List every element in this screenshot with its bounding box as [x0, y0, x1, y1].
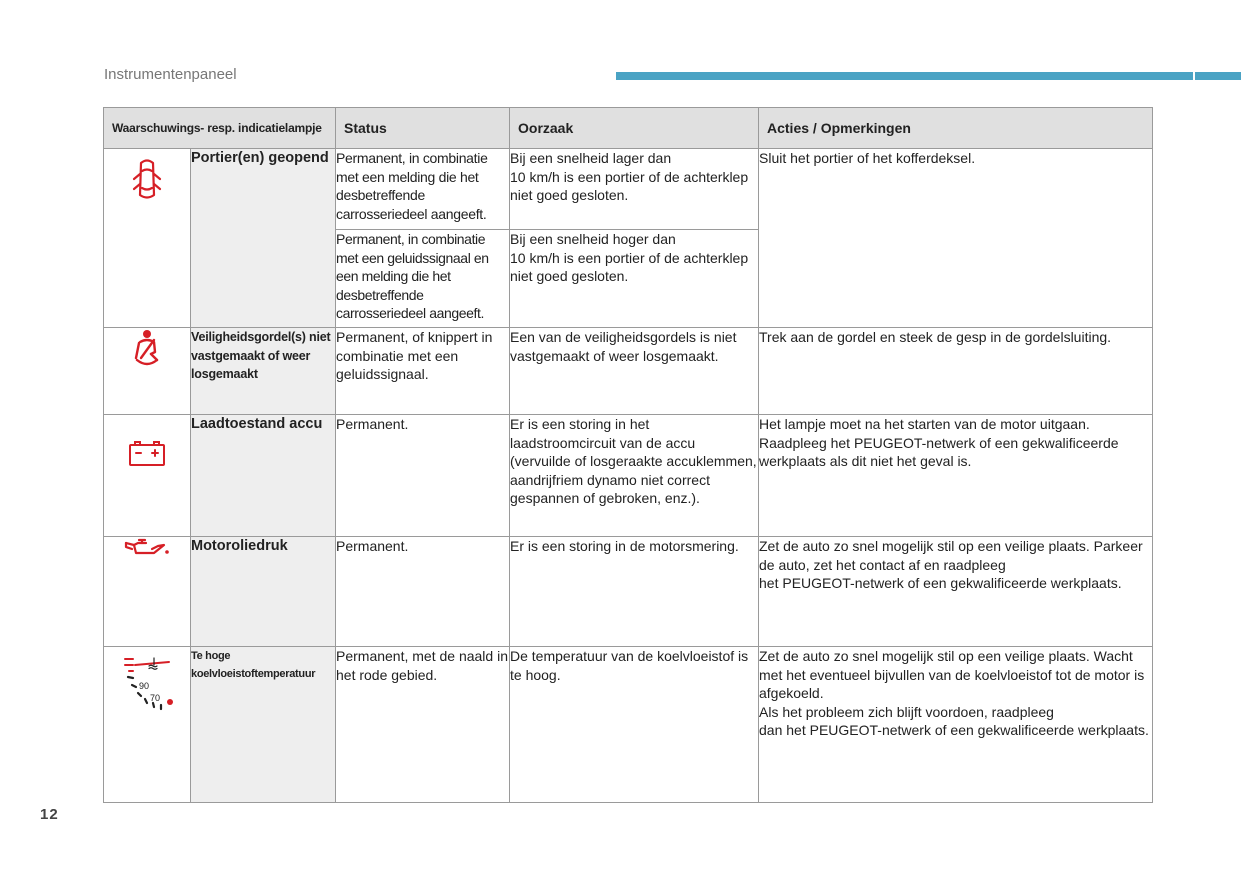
cause-text: Bij een snelheid lager dan 10 km/h is een portier of de achterklep niet goed gesloten. [510, 149, 759, 230]
status-text: Permanent, in combinatie met een geluidssignaal en een melding die het desbetreffende carrosseriedeel aangeeft. [336, 230, 510, 328]
coolant-temperature-gauge-icon [115, 655, 179, 715]
table-row [104, 328, 1153, 415]
table-row [104, 647, 1153, 803]
status-text: Permanent, met de naald in het rode gebied. [336, 647, 510, 803]
battery-icon [128, 439, 166, 467]
warning-name: Te hoge koelvloeistoftemperatuur [191, 647, 336, 803]
cause-text: Bij een snelheid hoger dan 10 km/h is een portier of de achterklep niet goed gesloten. [510, 230, 759, 328]
warning-name: Motoroliedruk [191, 537, 336, 647]
header-warning-light: Waarschuwings- resp. indicatielampje [104, 108, 336, 149]
cause-text: Er is een storing in het laadstroomcircuit van de accu (vervuilde of losgeraakte accuklemmen, aandrijfriem dynamo niet correct gespannen of gebroken, enz.). [510, 415, 759, 537]
battery-icon-cell [104, 415, 191, 537]
table-row [104, 149, 1153, 230]
door-open-icon-cell [104, 149, 191, 328]
header-cause: Oorzaak [510, 108, 759, 149]
status-text: Permanent. [336, 415, 510, 537]
header-status: Status [336, 108, 510, 149]
red-zone-dot [167, 699, 173, 705]
gauge-label-90: 90 [139, 681, 150, 691]
status-text: Permanent, of knippert in combinatie met een geluidssignaal. [336, 328, 510, 415]
table-header-row [104, 108, 1153, 149]
section-title: Instrumentenpaneel [104, 66, 237, 83]
gauge-label-70: 70 [150, 693, 161, 703]
header-actions: Acties / Opmerkingen [759, 108, 1153, 149]
seatbelt-icon [131, 328, 163, 368]
warning-name: Laadtoestand accu [191, 415, 336, 537]
page-number: 12 [40, 806, 59, 823]
action-text: Trek aan de gordel en steek de gesp in de gordelsluiting. [759, 328, 1153, 415]
status-text: Permanent, in combinatie met een melding die het desbetreffende carrosseriedeel aangeeft. [336, 149, 510, 230]
seatbelt-icon-cell [104, 328, 191, 415]
cause-text: Er is een storing in de motorsmering. [510, 537, 759, 647]
cause-text: Een van de veiligheidsgordels is niet vastgemaakt of weer losgemaakt. [510, 328, 759, 415]
status-text: Permanent. [336, 537, 510, 647]
warning-name: Portier(en) geopend [191, 149, 336, 328]
oil-can-icon-cell [104, 537, 191, 647]
action-text: Het lampje moet na het starten van de motor uitgaan. Raadpleeg het PEUGEOT-netwerk of een gekwalificeerde werkplaats als dit niet het geval is. [759, 415, 1153, 537]
warning-lights-table [103, 107, 1153, 803]
coolant-gauge-icon-cell [104, 647, 191, 803]
accent-bar-notch [1193, 72, 1195, 80]
table-row [104, 415, 1153, 537]
table-row [104, 537, 1153, 647]
cause-text: De temperatuur van de koelvloeistof is te hoog. [510, 647, 759, 803]
action-text: Zet de auto zo snel mogelijk stil op een veilige plaats. Wacht met het eventueel bijvullen van de koelvloeistof tot de motor is afgekoeld. Als het probleem zich blijft voordoen, raadpleeg dan het PEUGEOT-netwerk of een gekwalificeerde werkplaats. [759, 647, 1153, 803]
action-text: Zet de auto zo snel mogelijk stil op een veilige plaats. Parkeer de auto, zet het contact af en raadpleeg het PEUGEOT-netwerk of een gekwalificeerde werkplaats. [759, 537, 1153, 647]
action-text: Sluit het portier of het kofferdeksel. [759, 149, 1153, 328]
warning-name: Veiligheidsgordel(s) niet vastgemaakt of weer losgemaakt [191, 328, 336, 415]
door-open-icon [132, 157, 162, 203]
oil-can-icon [124, 537, 170, 559]
accent-bar [616, 72, 1241, 80]
